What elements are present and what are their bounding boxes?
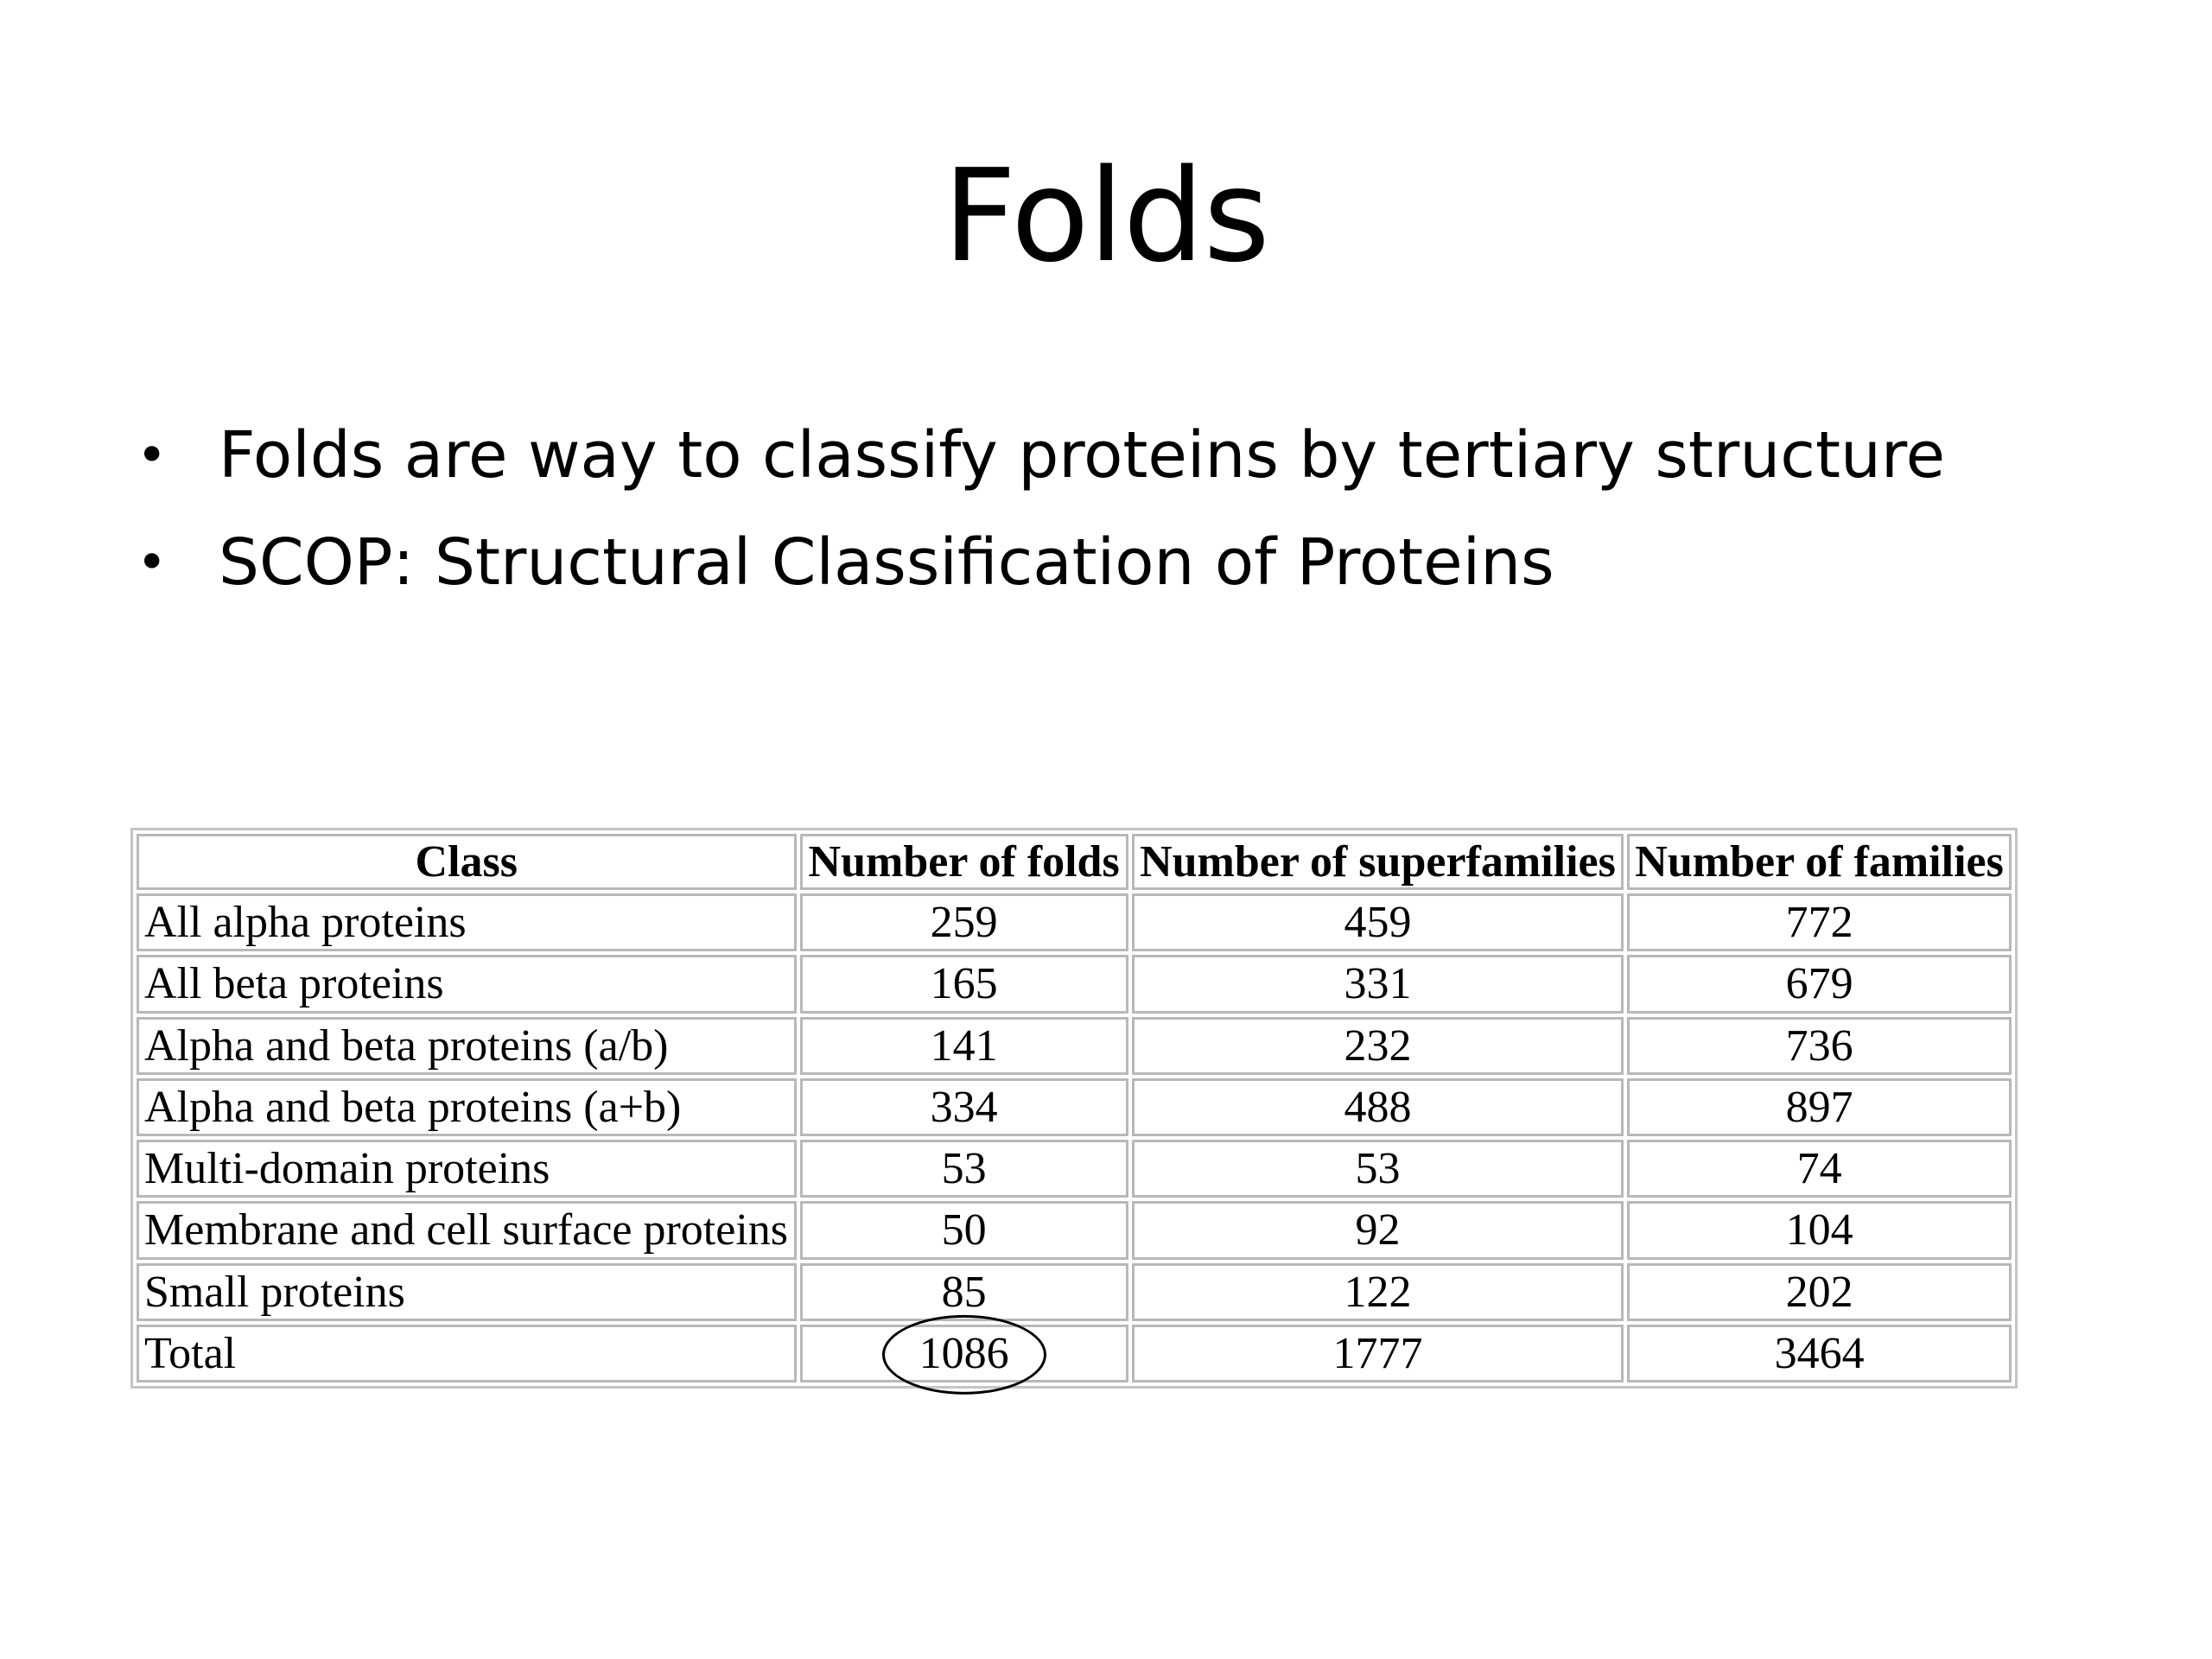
superfamilies-cell: 232 <box>1132 1017 1624 1075</box>
table-header-row <box>137 834 2012 890</box>
bullet-text: Folds are way to classify proteins by tertiary structure <box>219 418 1946 493</box>
folds-cell-total <box>800 1325 1128 1382</box>
families-cell: 736 <box>1627 1017 2012 1075</box>
superfamilies-cell: 459 <box>1132 893 1624 951</box>
class-cell: Membrane and cell surface proteins <box>137 1201 797 1259</box>
bullet-item <box>130 402 2117 509</box>
header-folds: Number of folds <box>800 834 1128 890</box>
table-row <box>137 1078 2012 1136</box>
folds-cell: 50 <box>800 1201 1128 1259</box>
superfamilies-cell: 488 <box>1132 1078 1624 1136</box>
table-row <box>137 1017 2012 1075</box>
families-cell: 74 <box>1627 1140 2012 1198</box>
superfamilies-cell: 92 <box>1132 1201 1624 1259</box>
class-cell: All alpha proteins <box>137 893 797 951</box>
folds-cell: 165 <box>800 955 1128 1013</box>
table-row <box>137 955 2012 1013</box>
families-cell: 897 <box>1627 1078 2012 1136</box>
bullet-text: SCOP: Structural Classification of Proteins <box>219 525 1554 600</box>
superfamilies-cell: 1777 <box>1132 1325 1624 1382</box>
header-class: Class <box>137 834 797 890</box>
scop-table-container <box>130 828 2018 1389</box>
header-superfamilies: Number of superfamilies <box>1132 834 1624 890</box>
folds-cell: 53 <box>800 1140 1128 1198</box>
table-row <box>137 1140 2012 1198</box>
scop-table <box>133 830 2015 1386</box>
slide-title: Folds <box>943 142 1269 290</box>
folds-cell: 141 <box>800 1017 1128 1075</box>
families-cell: 679 <box>1627 955 2012 1013</box>
bullet-item <box>130 509 2117 616</box>
families-cell: 104 <box>1627 1201 2012 1259</box>
table-row <box>137 1263 2012 1321</box>
bullet-dot-icon: • <box>137 532 168 593</box>
class-cell: Alpha and beta proteins (a+b) <box>137 1078 797 1136</box>
folds-cell: 85 <box>800 1263 1128 1321</box>
superfamilies-cell: 122 <box>1132 1263 1624 1321</box>
class-cell: Total <box>137 1325 797 1382</box>
header-families: Number of families <box>1627 834 2012 890</box>
table-row <box>137 893 2012 951</box>
superfamilies-cell: 53 <box>1132 1140 1624 1198</box>
class-cell: Alpha and beta proteins (a/b) <box>137 1017 797 1075</box>
class-cell: Multi-domain proteins <box>137 1140 797 1198</box>
folds-cell: 334 <box>800 1078 1128 1136</box>
families-cell: 3464 <box>1627 1325 2012 1382</box>
families-cell: 772 <box>1627 893 2012 951</box>
class-cell: Small proteins <box>137 1263 797 1321</box>
table-row-total <box>137 1325 2012 1382</box>
bullet-dot-icon: • <box>137 425 168 486</box>
class-cell: All beta proteins <box>137 955 797 1013</box>
superfamilies-cell: 331 <box>1132 955 1624 1013</box>
total-folds-value: 1086 <box>918 1328 1009 1378</box>
families-cell: 202 <box>1627 1263 2012 1321</box>
table-row <box>137 1201 2012 1259</box>
bullet-list <box>130 402 2117 616</box>
circled-value <box>919 1328 1009 1379</box>
folds-cell: 259 <box>800 893 1128 951</box>
